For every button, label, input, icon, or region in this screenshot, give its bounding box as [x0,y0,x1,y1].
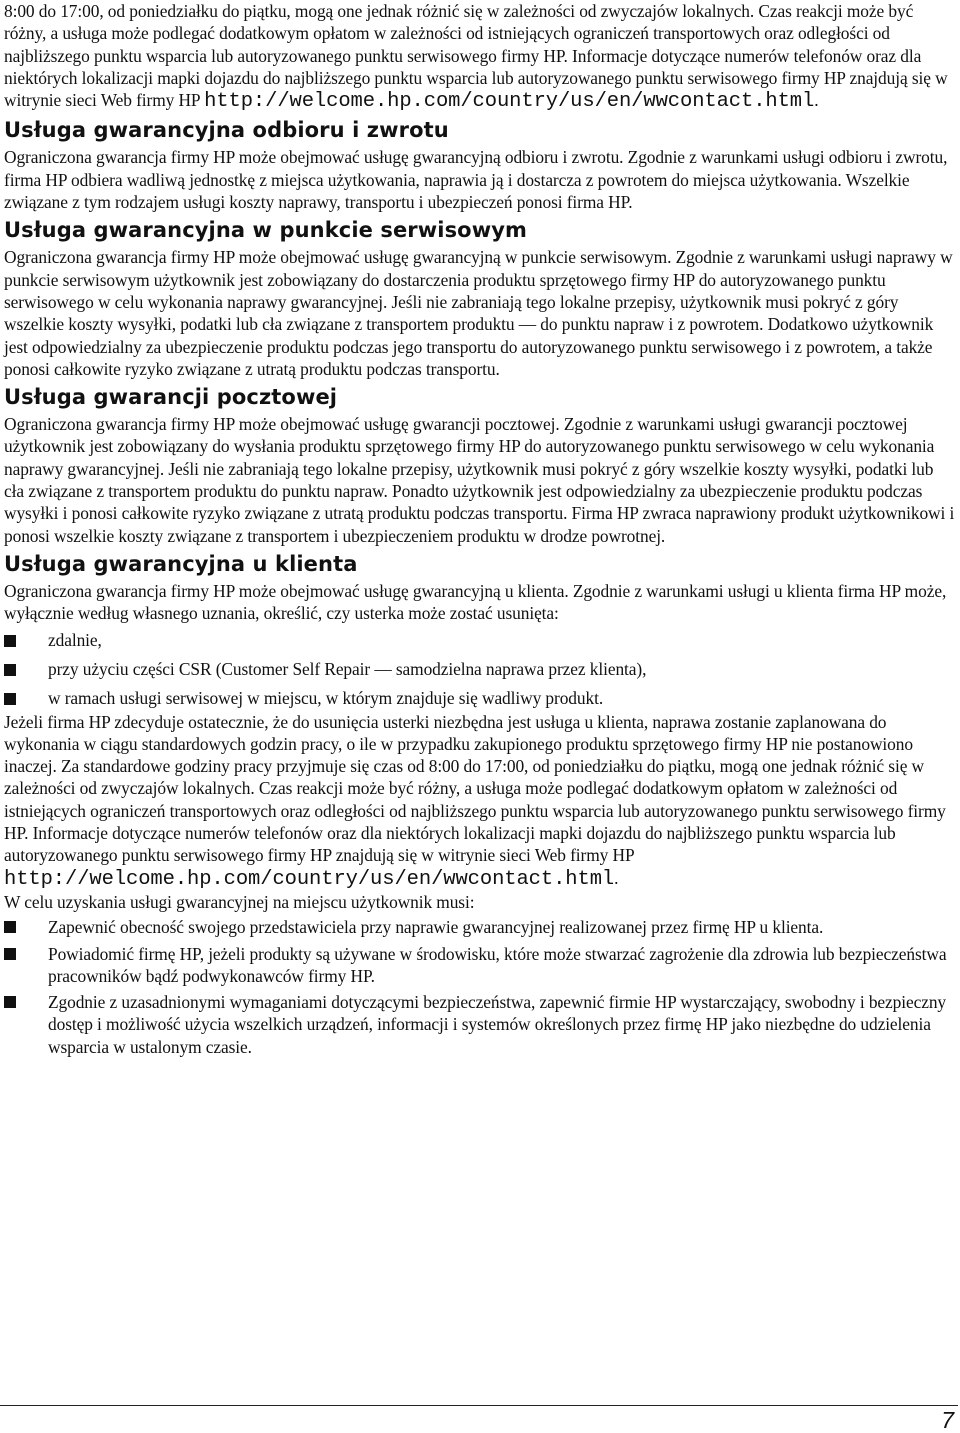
square-bullet-icon [4,948,16,960]
list-item-text: przy użyciu części CSR (Customer Self Repair — samodzielna naprawa przez klienta), [48,658,647,679]
contact-url[interactable]: http://welcome.hp.com/country/us/en/wwcontact.html [204,90,815,114]
url-period-2: . [614,867,619,888]
square-bullet-icon [4,635,16,647]
document-page [4,0,956,1058]
page-number: 7 [941,1407,954,1433]
list-item [4,916,956,938]
mail-paragraph: Ograniczona gwarancja firmy HP może obejmować usługę gwarancji pocztowej. Zgodnie z warunkami usługi gwarancji pocztowej użytkownik jest zobowiązany do wysłania produktu sprzętowego firmy HP do autoryzowanego punktu serwisowego w celu wykonania naprawy gwarancyjnej. Jeśli nie zabraniają tego lokalne przepisy, użytkownik musi pokryć z góry wszelkie koszty wysyłki, podatki lub cła związane z transportem produktu do punktu napraw. Ponadto użytkownik jest odpowiedzialny za ubezpieczenie produktu podczas wysyłki i ponosi całkowite ryzyko związane z utratą produktu podczas transportu. Firma HP zwraca naprawiony produkt użytkownikowi i ponosi wszelkie koszty związane z transportem i ubezpieczeniem produktu w drodze powrotnej. [4,414,955,546]
onsite-text-2: Jeżeli firma HP zdecyduje ostatecznie, że do usunięcia usterki niezbędna jest usługa u klienta, naprawa zostanie zaplanowana do wykonania w ciągu standardowych godzin pracy, o ile w przypadku zakupionego produktu sprzętowego firmy HP nie postanowiono inaczej. Za standardowe godziny pracy przyjmuje się czas od 8:00 do 17:00, od poniedziałku do piątku, mogą one jednak różnić się w zależności od zwyczajów lokalnych. Czas reakcji może być różny, a usługa może podlegać dodatkowym opłatom w zależności od istniejących ograniczeń transportowych oraz odległości od najbliższego punktu wsparcia lub autoryzowanego punktu serwisowego firmy HP. Informacje dotyczące numerów telefonów oraz dla niektórych lokalizacji mapki dojazdu do najbliższego punktu wsparcia lub autoryzowanego punktu serwisowego firmy HP znajdują się w witrynie sieci Web firmy HP [4,711,946,866]
mail-heading: Usługa gwarancji pocztowej [4,385,338,410]
list-item [4,630,956,651]
onsite-options-list [4,630,956,709]
list-item [4,659,956,680]
list-item [4,991,956,1058]
pickup-paragraph: Ograniczona gwarancja firmy HP może obejmować usługę gwarancyjną odbioru i zwrotu. Zgodnie z warunkami usługi odbioru i zwrotu, firma HP odbiera wadliwą jednostkę z miejsca użytkowania, naprawia ją i dostarcza z powrotem do miejsca użytkowania. Wszelkie związane z tym rodzajem usługi koszty naprawy, transportu i ubezpieczeń ponosi firma HP. [4,147,948,213]
depot-heading: Usługa gwarancyjna w punkcie serwisowym [4,218,527,243]
list-item-text: Powiadomić firmę HP, jeżeli produkty są używane w środowisku, które może stwarzać zagrożenie dla zdrowia lub bezpieczeństwa pracowników bądź podwykonawców firmy HP. [48,943,947,986]
pickup-heading: Usługa gwarancyjna odbioru i zwrotu [4,118,449,143]
list-item [4,688,956,709]
intro-text: 8:00 do 17:00, od poniedziałku do piątku, mogą one jednak różnić się w zależności od zwyczajów lokalnych. Czas reakcji może być różny, a usługa może podlegać dodatkowym opłatom w zależności od istniejących ograniczeń transportowych oraz odległości od najbliższego punktu wsparcia lub autoryzowanego punktu serwisowego firmy HP. Informacje dotyczące numerów telefonów oraz dla niektórych lokalizacji mapki dojazdu do najbliższego punktu wsparcia lub autoryzowanego punktu serwisowego firmy HP znajdują się w witrynie sieci Web firmy HP [4,1,948,111]
square-bullet-icon [4,921,16,933]
intro-paragraph [4,0,956,113]
requirements-list [4,916,956,1058]
list-item-text: zdalnie, [48,629,102,650]
list-item-text: w ramach usługi serwisowej w miejscu, w którym znajduje się wadliwy produkt. [48,687,604,708]
list-item [4,943,956,988]
onsite-paragraph: Ograniczona gwarancja firmy HP może obejmować usługę gwarancyjną u klienta. Zgodnie z warunkami usługi u klienta firma HP może, wyłącznie według własnego uznania, określić, czy usterka może zostać usunięta: [4,580,947,624]
onsite-heading: Usługa gwarancyjna u klienta [4,551,358,576]
onsite-paragraph-2 [4,711,956,891]
list-item-text: Zapewnić obecność swojego przedstawiciela przy naprawie gwarancyjnej realizowanej przez firmę HP u klienta. [48,917,824,938]
list-item-text: Zgodnie z uzasadnionymi wymaganiami dotyczącymi bezpieczeństwa, zapewnić firmie HP wystarczający, swobodny i bezpieczny dostęp i możliwość użycia wszelkich urządzeń, informacji i systemów określonych przez firmę HP jako niezbędne do udzielenia wsparcia w ustalonym czasie. [48,992,947,1057]
depot-paragraph: Ograniczona gwarancja firmy HP może obejmować usługę gwarancyjną w punkcie serwisowym. Zgodnie z warunkami usługi naprawy w punkcie serwisowym użytkownik jest zobowiązany do dostarczenia produktu sprzętowego firmy HP do autoryzowanego punktu serwisowego w celu wykonania naprawy gwarancyjnej. Jeśli nie zabraniają tego lokalne przepisy, użytkownik musi pokryć z góry wszelkie koszty wysyłki, podatki lub cła związane z transportem produktu — do punktu napraw i z powrotem. Dodatkowo użytkownik jest odpowiedzialny za ubezpieczenie produktu podczas jego transportu do autoryzowanego punktu serwisowego i z powrotem, a także ponosi całkowite ryzyko związane z utratą produktu podczas transportu. [4,247,953,379]
footer-divider [0,1405,958,1406]
requirements-intro: W celu uzyskania usługi gwarancyjnej na miejscu użytkownik musi: [4,891,475,912]
square-bullet-icon [4,664,16,676]
contact-url-2[interactable]: http://welcome.hp.com/country/us/en/wwcontact.html [4,867,615,891]
square-bullet-icon [4,996,16,1008]
url-period: . [814,90,819,111]
square-bullet-icon [4,693,16,705]
